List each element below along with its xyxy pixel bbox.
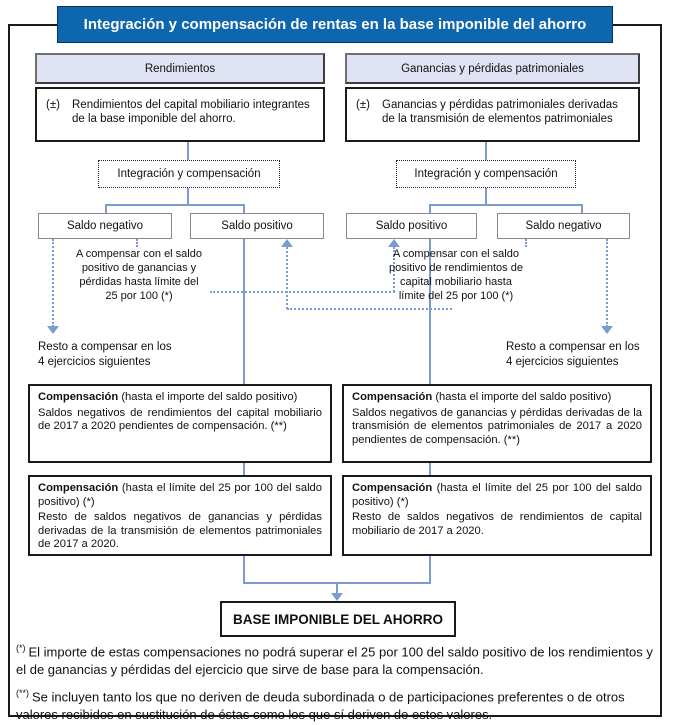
left-comp1-box — [28, 384, 332, 463]
left-column-header — [35, 53, 325, 84]
left-compensar-note: A compensar con el saldo positivo de ganancias y pérdidas hasta límite del 25 por 100 (*) — [76, 248, 202, 302]
base-imponible-label: BASE IMPONIBLE DEL AHORRO — [232, 611, 443, 627]
right-resto-arrowhead-icon — [601, 326, 613, 334]
right-column-header — [345, 53, 640, 84]
left-comp2-title: Compensación — [38, 482, 119, 494]
left-positivo-arrowhead-icon — [281, 239, 293, 247]
right-positivo-arrowhead-icon — [388, 239, 400, 247]
right-source-sign: (±) — [356, 99, 370, 111]
left-negativo-carryforward-dotted-line — [52, 239, 54, 327]
footnotes — [16, 640, 658, 725]
left-negativo-to-note-dotted-line — [136, 239, 138, 247]
right-branch-line — [429, 204, 583, 206]
left-source-sign: (±) — [46, 99, 60, 111]
left-drop-to-positivo-line — [243, 204, 245, 213]
right-comp2-scope: (hasta el límite del 25 por 100 del saldo positivo) (*) — [352, 482, 643, 508]
right-source-text: Ganancias y pérdidas patrimoniales derivadas de la transmisión de elementos patrimoniales — [382, 99, 618, 125]
right-negativo-to-note-dotted-line — [525, 239, 527, 247]
right-integration-box — [396, 160, 576, 188]
left-saldo-positivo-label: Saldo positivo — [221, 220, 293, 232]
right-comp1-box — [342, 384, 652, 463]
left-resto-arrowhead-icon — [47, 326, 59, 334]
left-comp2-box — [28, 475, 332, 556]
left-column-header-label: Rendimientos — [144, 62, 216, 75]
right-source-to-integration-line — [485, 142, 487, 160]
right-column-header-label: Ganancias y pérdidas patrimoniales — [401, 62, 584, 75]
right-saldo-negativo-box — [497, 213, 630, 239]
right-drop-to-negativo-line — [581, 204, 583, 213]
base-arrowhead-icon — [331, 593, 343, 601]
left-comp2-scope: (hasta el límite del 25 por 100 del saldo positivo) (*) — [38, 482, 323, 508]
left-comp1-scope: (hasta el importe del saldo positivo) — [121, 391, 298, 403]
footnote-1-text: El importe de estas compensaciones no podrá superar el 25 por 100 del saldo positivo de los rendimientos y el de ganancias y pérdidas del ejercicio que sirve de base para la compensación. — [16, 644, 653, 677]
left-integration-label: Integración y compensación — [117, 168, 261, 180]
base-imponible-box — [220, 601, 456, 637]
footnote-2 — [16, 685, 658, 723]
diagram-title-bar — [57, 6, 613, 43]
right-compensar-note: A compensar con el saldo positivo de rendimientos de capital mobiliario hasta límite del 25 por 100 (*) — [389, 248, 523, 302]
footnote-1-marker: (*) — [16, 643, 26, 653]
right-saldo-negativo-label: Saldo negativo — [525, 220, 602, 232]
left-saldo-negativo-box — [38, 213, 172, 239]
right-saldo-positivo-box — [346, 213, 477, 239]
right-saldo-positivo-label: Saldo positivo — [375, 220, 448, 232]
right-integration-stem-line — [485, 188, 487, 205]
right-source-box — [345, 87, 640, 142]
right-resto-note: Resto a compensar en los 4 ejercicios siguientes — [506, 341, 640, 368]
footnote-1 — [16, 640, 658, 678]
right-negativo-carryforward-dotted-line — [606, 239, 608, 327]
left-saldo-negativo-label: Saldo negativo — [66, 220, 144, 232]
right-comp2-body: Resto de saldos negativos de rendimientos de capital mobiliario de 2017 a 2020. — [352, 511, 642, 537]
left-source-text: Rendimientos del capital mobiliario integrantes de la base imponible del ahorro. — [72, 99, 310, 125]
left-saldo-positivo-box — [190, 213, 324, 239]
right-comp1-body: Saldos negativos de ganancias y pérdidas derivadas de la transmisión de elementos patrimoniales de 2017 a 2020 pendientes de compensación. (**) — [352, 406, 642, 446]
left-comp1-title: Compensación — [38, 391, 119, 403]
diagram-title: Integración y compensación de rentas en la base imponible del ahorro — [83, 16, 587, 33]
left-comp2-body: Resto de saldos negativos de ganancias y pérdidas derivadas de la transmisión de elementos patrimoniales de 2017 a 2020. — [38, 511, 322, 551]
right-comp1-scope: (hasta el importe del saldo positivo) — [435, 391, 612, 403]
footnote-2-marker: (**) — [16, 688, 29, 699]
right-comp2-box — [342, 475, 652, 556]
left-comp1-body: Saldos negativos de rendimientos del capital mobiliario de 2017 a 2020 pendientes de compensación. (**) — [38, 406, 322, 433]
right-integration-label: Integración y compensación — [414, 168, 558, 180]
left-integration-box — [98, 160, 280, 188]
left-branch-line — [105, 204, 245, 206]
right-drop-to-positivo-line — [429, 204, 431, 213]
left-resto-note: Resto a compensar en los 4 ejercicios siguientes — [38, 341, 172, 368]
right-to-left-cross-riser-dotted-line — [286, 247, 288, 309]
left-source-to-integration-line — [187, 142, 189, 160]
footnote-2-text: Se incluyen tanto los que no deriven de deuda subordinada o de participaciones preferentes o de otros valores recibidos en sustitución de éstas como los que sí deriven de estos valores. — [16, 689, 625, 723]
right-comp1-title: Compensación — [352, 391, 433, 403]
right-to-left-cross-dotted-line — [287, 308, 452, 310]
left-integration-stem-line — [187, 188, 189, 205]
right-comp2-title: Compensación — [352, 482, 433, 494]
left-drop-to-negativo-line — [105, 204, 107, 213]
left-source-box — [35, 87, 325, 142]
left-to-right-cross-dotted-line — [210, 291, 395, 293]
